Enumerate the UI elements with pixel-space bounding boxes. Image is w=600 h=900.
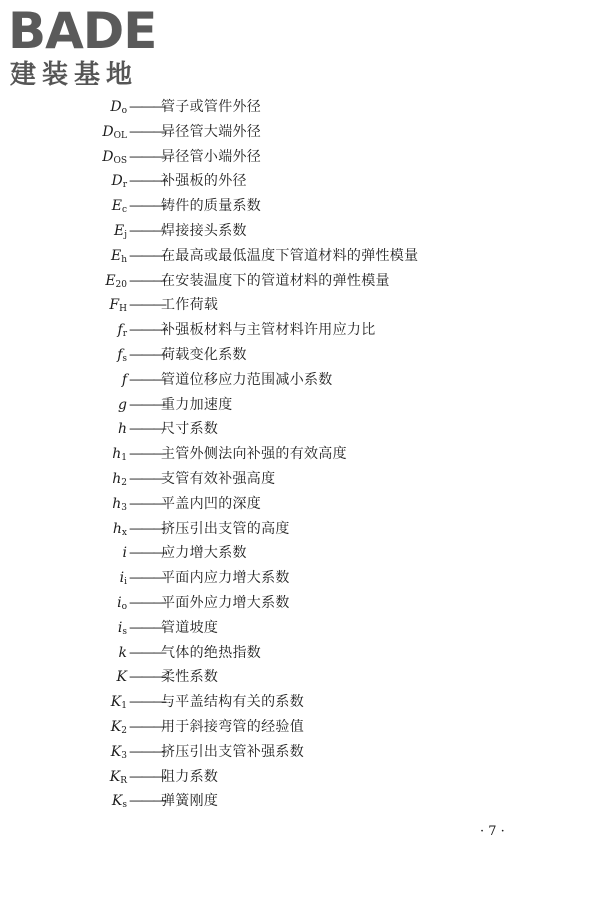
symbol-entry	[0, 368, 600, 393]
dash-separator: ———	[129, 768, 165, 785]
symbol	[119, 641, 127, 666]
symbol-entry	[0, 219, 600, 244]
symbol-description: 与平盖结构有关的系数	[161, 694, 304, 711]
symbol-subscript: 2	[121, 478, 127, 488]
dash-separator: ———	[129, 148, 165, 165]
symbol-description: 气体的绝热指数	[161, 644, 262, 661]
symbol-description: 应力增大系数	[161, 545, 247, 562]
symbol-letter: i	[119, 570, 125, 587]
symbol-letter: i	[117, 595, 122, 611]
symbol-letter: h	[112, 520, 122, 537]
symbol-subscript: 1	[121, 701, 127, 712]
symbol-entry	[0, 591, 600, 616]
symbol-subscript: c	[121, 205, 127, 216]
symbol-letter: D	[102, 123, 114, 140]
symbol-description: 挤压引出支管补强系数	[161, 743, 304, 760]
symbol-description: 挤压引出支管的高度	[161, 520, 290, 537]
dash-separator: ———	[129, 297, 165, 314]
symbol-description: 管子或管件外径	[161, 99, 262, 115]
symbol-description: 工作荷载	[161, 297, 219, 314]
symbol-letter: K	[110, 694, 122, 711]
symbol-description: 铸件的质量系数	[161, 198, 262, 215]
symbol-entry	[0, 789, 600, 814]
symbol-description: 阻力系数	[161, 768, 219, 785]
dash-separator: ———	[129, 619, 165, 636]
symbol-description: 在最高或最低温度下管道材料的弹性模量	[161, 247, 419, 264]
symbol-description: 管道位移应力范围减小系数	[161, 371, 333, 388]
symbol-letter: i	[122, 545, 127, 562]
symbol-description: 平面内应力增大系数	[161, 570, 290, 587]
symbol-description: 焊接接头系数	[161, 223, 247, 239]
symbol-letter: f	[121, 371, 127, 388]
dash-separator: ———	[129, 694, 165, 711]
dash-separator: ———	[129, 198, 165, 215]
symbol-entry	[0, 343, 600, 368]
dash-separator: ———	[129, 669, 165, 686]
symbol-description: 平面外应力增大系数	[161, 595, 290, 611]
symbol-letter: f	[117, 347, 123, 363]
symbol-entry	[0, 120, 600, 145]
symbol-description: 尺寸系数	[161, 421, 219, 438]
symbol-entry	[0, 740, 600, 765]
symbol-subscript: j	[124, 230, 127, 240]
symbol-subscript: H	[119, 304, 127, 315]
symbol-subscript: r	[122, 329, 127, 340]
dash-separator: ———	[129, 743, 165, 760]
symbol-description: 用于斜接弯管的经验值	[161, 719, 304, 735]
symbol-subscript: 3	[121, 750, 127, 761]
symbol-description: 荷载变化系数	[161, 347, 247, 363]
bade-logo	[8, 4, 188, 94]
symbol-description: 在安装温度下的管道材料的弹性模量	[161, 272, 390, 289]
symbol-description: 平盖内凹的深度	[161, 495, 262, 512]
symbol-subscript: s	[122, 626, 127, 637]
dash-separator: ———	[129, 371, 165, 388]
logo-title: BADE	[8, 2, 157, 60]
symbol-letter: E	[111, 198, 122, 215]
symbol-subscript: OS	[113, 155, 127, 166]
dash-separator: ———	[129, 322, 165, 339]
symbol	[122, 368, 127, 393]
dash-separator: ———	[129, 347, 165, 363]
symbol-description: 异径管小端外径	[161, 148, 262, 165]
symbol-subscript: 1	[121, 453, 127, 464]
symbol	[112, 789, 127, 818]
dash-separator: ———	[129, 421, 165, 438]
symbol-subscript: r	[122, 180, 127, 191]
symbol-letter: D	[110, 99, 122, 115]
symbol-letter: k	[118, 644, 127, 661]
dash-separator: ———	[129, 570, 165, 587]
logo-subtitle: 建装基地	[10, 60, 139, 90]
symbol-subscript: s	[122, 354, 127, 364]
dash-separator: ———	[129, 396, 165, 413]
dash-separator: ———	[129, 123, 165, 140]
symbol-subscript: 2	[121, 726, 127, 736]
dash-separator: ———	[129, 644, 165, 661]
symbol-entry	[0, 269, 600, 294]
symbol-entry	[0, 765, 600, 790]
symbol-subscript: o	[121, 106, 127, 116]
symbol-entry	[0, 616, 600, 641]
symbol-letter: h	[112, 446, 122, 463]
symbol	[118, 417, 127, 442]
symbol-letter: h	[112, 495, 122, 512]
symbol-letter: i	[117, 619, 123, 636]
symbol-letter: K	[109, 768, 121, 785]
symbol-description: 管道坡度	[161, 619, 219, 636]
symbol-subscript: h	[121, 254, 127, 265]
symbol-entry	[0, 318, 600, 343]
dash-separator: ———	[129, 793, 165, 810]
symbol-entry	[0, 715, 600, 740]
dash-separator: ———	[129, 595, 165, 611]
dash-separator: ———	[129, 247, 165, 264]
dash-separator: ———	[129, 173, 165, 190]
symbol-description: 补强板的外径	[161, 173, 247, 190]
symbol-letter: g	[118, 396, 127, 413]
symbol-entry	[0, 492, 600, 517]
symbol-subscript: R	[120, 775, 127, 786]
dash-separator: ———	[129, 719, 165, 735]
dash-separator: ———	[129, 495, 165, 512]
symbol-letter: E	[113, 223, 125, 239]
symbol-subscript: o	[121, 602, 127, 612]
symbol-letter: E	[105, 272, 116, 289]
symbol-entry	[0, 566, 600, 591]
dash-separator: ———	[129, 99, 165, 115]
symbol-subscript: x	[121, 527, 127, 538]
symbol-letter: D	[102, 148, 114, 165]
symbol-subscript: s	[122, 800, 127, 811]
symbol-subscript: 3	[121, 502, 127, 513]
symbol-description: 支管有效补强高度	[161, 471, 276, 487]
symbol-description: 柔性系数	[161, 669, 219, 686]
dash-separator: ———	[129, 223, 165, 239]
symbol-entry	[0, 194, 600, 219]
symbol-letter: K	[116, 669, 127, 686]
symbol-description: 弹簧刚度	[161, 793, 219, 810]
symbol-entry	[0, 293, 600, 318]
symbol-entry	[0, 467, 600, 492]
symbol	[118, 393, 127, 418]
symbol-description: 重力加速度	[161, 396, 233, 413]
symbol-letter: K	[111, 793, 123, 810]
symbol-entry	[0, 145, 600, 170]
symbol-entry	[0, 690, 600, 715]
symbol-description: 主管外侧法向补强的有效高度	[161, 446, 347, 463]
symbol-subscript: 20	[115, 279, 127, 290]
symbol-letter: f	[117, 322, 123, 339]
symbol-letter: D	[111, 173, 123, 190]
symbol-description: 补强板材料与主管材料许用应力比	[161, 322, 376, 339]
symbol-subscript: i	[124, 577, 127, 588]
symbol-entry	[0, 442, 600, 467]
symbol-entry	[0, 169, 600, 194]
symbol-letter: K	[110, 719, 122, 735]
symbol	[123, 541, 127, 566]
symbol-letter: h	[117, 421, 127, 438]
symbol-letter: K	[110, 743, 122, 760]
symbol-entry	[0, 393, 600, 418]
dash-separator: ———	[129, 272, 165, 289]
symbol-entry	[0, 417, 600, 442]
symbol	[117, 665, 127, 690]
symbol-letter: E	[110, 247, 122, 264]
page-number: · 7 ·	[480, 824, 505, 839]
symbol-subscript: OL	[113, 130, 127, 141]
symbol-entry	[0, 665, 600, 690]
dash-separator: ———	[129, 471, 165, 487]
dash-separator: ———	[129, 545, 165, 562]
symbol-description: 异径管大端外径	[161, 123, 262, 140]
dash-separator: ———	[129, 446, 165, 463]
dash-separator: ———	[129, 520, 165, 537]
symbol-letter: h	[112, 471, 122, 487]
symbol-letter: F	[109, 297, 120, 314]
symbol-entry	[0, 517, 600, 542]
symbol-entry	[0, 641, 600, 666]
symbol-entry	[0, 95, 600, 120]
symbol-entry	[0, 541, 600, 566]
symbol-entry	[0, 244, 600, 269]
